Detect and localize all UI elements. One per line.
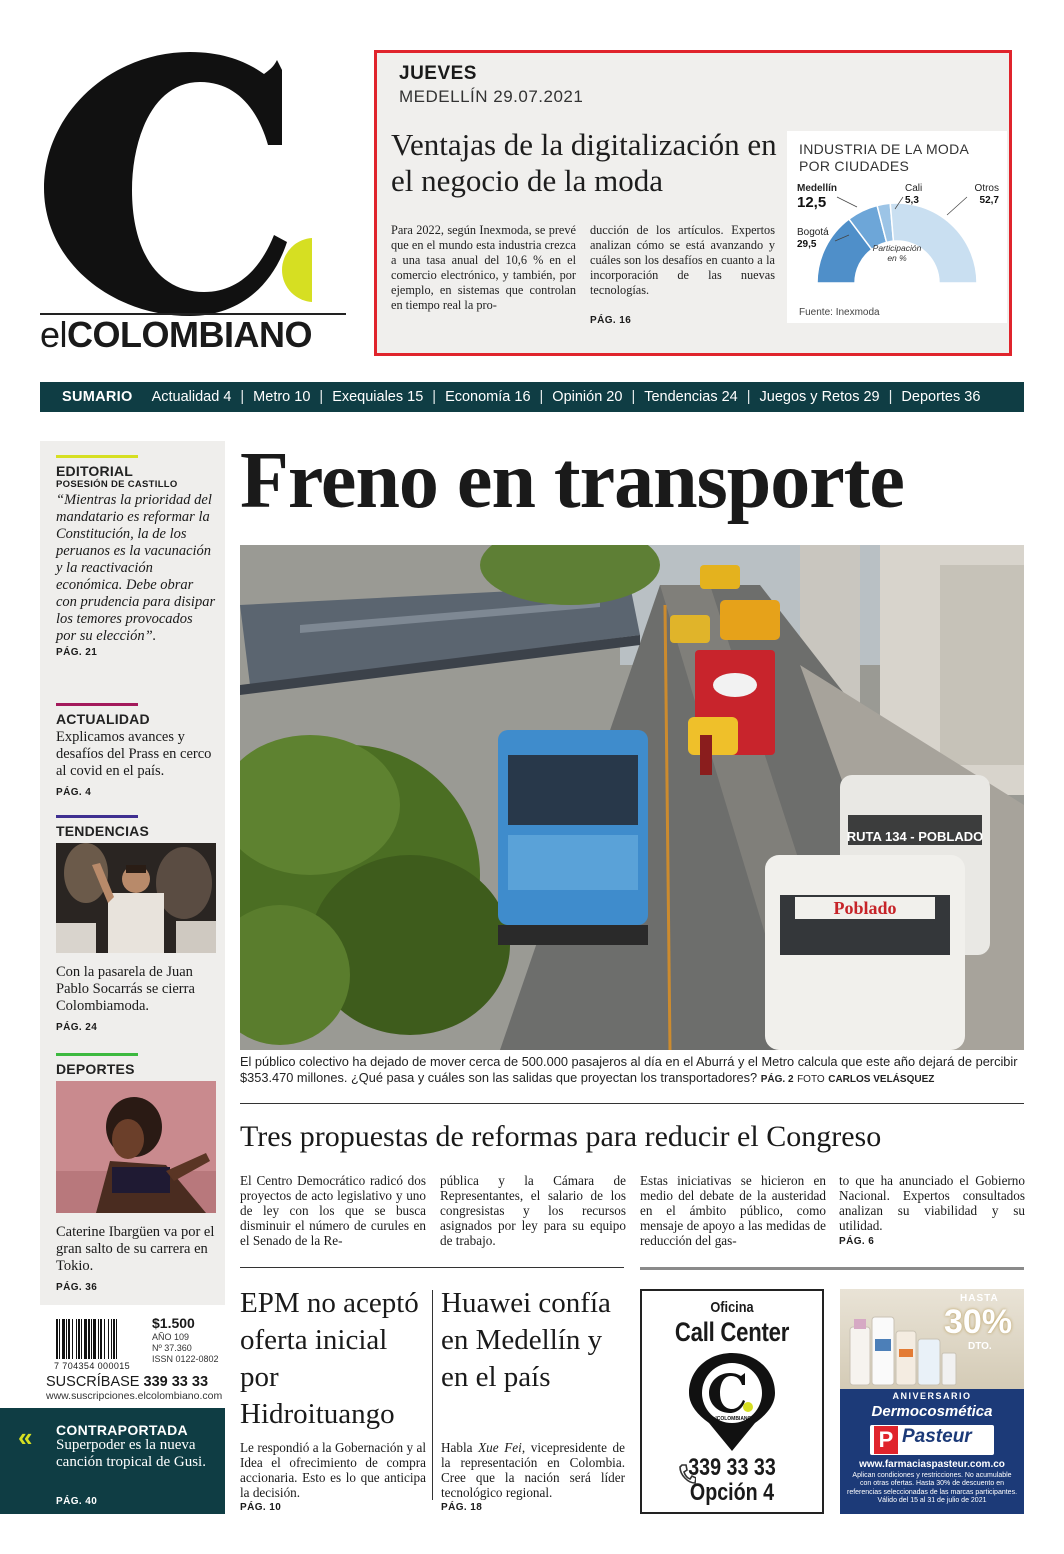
top-story-text-col2: ducción de los artículos. Expertos analizan cómo se está avanzando y cuáles son los desafíos en cuanto a la incorporación de las nuevas tecnologías. [590,223,775,297]
sumario-item[interactable]: Opinión 20 [552,389,623,405]
sidebar [40,441,225,1305]
issue-price: $1.500 [152,1315,195,1331]
section-sub: POSESIÓN DE CASTILLO [56,479,178,490]
section-page-ref: PÁG. 4 [56,787,92,798]
barcode-bar [84,1319,87,1359]
bus-sign-poblado: Poblado [833,898,897,918]
ad-aniversario: ANIVERSARIO [892,1391,972,1401]
barcode-bar [93,1319,96,1359]
chart-title: INDUSTRIA DE LA MODA POR CIUDADES [799,141,969,174]
edition-day: JUEVES [399,63,477,84]
epm-headline[interactable]: EPM no aceptó oferta inicial por Hidroituango [240,1287,419,1430]
sumario-item[interactable]: Deportes 36 [901,389,981,405]
top-story-text-col1: Para 2022, según Inexmoda, se prevé que en el mundo esta industria crezca a una tasa anual del 10,6 % en el comercio electrónico, y también, por ejemplo, en sistemas que controlan en tiempo real la pro- [391,223,576,312]
divider [640,1267,1024,1270]
chart-subtitle: en % [887,253,907,263]
barcode-bar [100,1319,102,1359]
caption-foto-label: FOTO [797,1074,825,1085]
athlete-photo[interactable] [56,1081,216,1213]
main-headline[interactable]: Freno en transporte [240,437,904,525]
call-center-option: Opción 4 [689,1479,775,1506]
top-story-page-ref: PÁG. 16 [590,315,632,326]
subscribe-url[interactable]: www.suscripciones.elcolombiano.com [46,1390,223,1402]
call-center-title: Call Center [674,1317,790,1347]
column-divider [432,1290,433,1500]
barcode-bar [72,1319,73,1359]
barcode-number: 7 704354 000015 [54,1361,131,1371]
ad-fine-print: Aplican condiciones y restricciones. No acumulable con otras ofertas. Hasta 30% de descuento en referencias seleccionadas de las marcas participantes. Válido del 15 al 31 de julio de 2021 [846,1472,1018,1504]
barcode-bar [78,1319,80,1359]
masthead-logo[interactable] [32,30,312,320]
chart-label: Otros [974,183,999,194]
huawei-page-ref: PÁG. 18 [441,1502,483,1513]
masthead-wordmark[interactable]: elCOLOMBIANO [40,314,313,355]
top-story-box[interactable] [374,50,1012,356]
barcode-bar [113,1319,115,1359]
double-chevron-left-icon: « [18,1422,33,1452]
divider [240,1267,624,1268]
epm-text: Le respondió a la Gobernación y al Idea el ofrecimiento de compra accionaria. Esto es lo que anticipa la decisión. [240,1440,426,1500]
sumario-item[interactable]: Tendencias 24 [644,389,738,405]
contraportada-text: Superpoder es la nueva canción tropical de Gusi. [56,1437,206,1470]
barcode [56,1319,146,1359]
sidebar-deportes[interactable] [56,1053,216,1293]
chart-value-label: 52,7 [979,195,999,206]
barcode-bar [108,1319,109,1359]
section-head: ACTUALIDAD [56,711,150,727]
chart-plot [787,181,1007,303]
pasteur-logo [870,1425,994,1455]
logo-dot [282,238,312,302]
barcode-bar [56,1319,58,1359]
pasteur-ad[interactable] [840,1289,1024,1514]
section-page-ref: PÁG. 24 [56,1022,98,1033]
chart-label: Medellín [797,183,838,194]
chart-label: Bogotá [797,227,829,238]
call-center-line1: Oficina [710,1299,754,1316]
chart-source: Fuente: Inexmoda [799,307,880,318]
section-text: Con la pasarela de Juan Pablo Socarrás se cierra Colombiamoda. [56,964,195,1014]
issue-year: AÑO 109 [152,1332,190,1342]
section-head: DEPORTES [56,1061,135,1077]
epm-page-ref: PÁG. 10 [240,1502,282,1513]
barcode-bar [62,1319,65,1359]
issue-info [40,1315,225,1375]
issue-issn: ISSN 0122-0802 [152,1354,219,1364]
sumario-bar: SUMARIO Actualidad 4 | Metro 10 | Exequiales 15 | Economía 16 | Opinión 20 | Tendencias 24 | Juegos y Retos 29 | Deportes 36 [40,382,1024,412]
section-head: TENDENCIAS [56,823,150,839]
congreso-page-ref: PÁG. 6 [839,1236,875,1247]
call-center-ad[interactable] [640,1289,824,1514]
chart-value-label: 12,5 [797,194,827,211]
barcode-bar [59,1319,60,1359]
sumario-item[interactable]: Exequiales 15 [332,389,424,405]
barcode-bar [104,1319,105,1359]
section-color-bar [56,455,138,458]
section-color-bar [56,815,138,818]
bus-sign-ruta: RUTA 134 - POBLADO [846,829,984,844]
section-color-bar [56,703,138,706]
barcode-bar [66,1319,67,1359]
section-text: “Mientras la prioridad del mandatario es reformar la Constitución, la de los peruanos es la vacunación y la reactivación económica. Debe obrar con prudencia para disipar los temores provocados por su elección”. [56,492,216,644]
barcode-bar [111,1319,112,1359]
edition-dateline: MEDELLÍN 29.07.2021 [399,87,584,106]
barcode-bar [88,1319,90,1359]
location-pin-icon [689,1353,775,1453]
issue-number: Nº 37.360 [152,1343,192,1353]
call-center-logo-word: elCOLOMBIANO [712,1416,752,1422]
chart-leader-line [837,197,857,207]
chart-label: Cali [905,183,923,194]
chart-subtitle: Participación [872,243,922,253]
pasteur-brand: Pasteur [902,1426,972,1447]
divider [240,1103,1024,1104]
contraportada-head: CONTRAPORTADA [56,1422,188,1438]
barcode-bar [68,1319,70,1359]
main-photo[interactable] [240,545,1024,1050]
barcode-bar [116,1319,117,1359]
sidebar-actualidad[interactable] [56,703,216,798]
congreso-headline[interactable]: Tres propuestas de reformas para reducir el Congreso [240,1120,882,1153]
main-photo-caption [240,1054,1024,1088]
chart-value-label: 29,5 [797,239,817,250]
sumario-item[interactable]: Economía 16 [445,389,531,405]
caption-text: El público colectivo ha dejado de mover cerca de 500.000 pasajeros al día en el Aburrá y el Metro calcula que este año dejará de percibir $353.470 millones. ¿Qué pasa y cuáles son las salidas que proyectan los transportadores? [240,1054,1018,1085]
contraportada-page-ref: PÁG. 40 [56,1496,98,1507]
call-center-phone: 339 33 33 [688,1454,776,1481]
barcode-bar [98,1319,99,1359]
sumario-item[interactable]: Juegos y Retos 29 [759,389,880,405]
barcode-bar [76,1319,77,1359]
runway-photo[interactable] [56,843,216,953]
congreso-text-col2: pública y la Cámara de Representantes, el salario de los congresistas y los recursos asignados por ley para su equipo de trabajo. [440,1173,626,1248]
section-color-bar [56,1053,138,1056]
congreso-text-col4: to que ha anunciado el Gobierno Nacional. Expertos consultados analizan su viabilidad y su utilidad. [839,1173,1025,1233]
pasteur-p-icon: P [874,1426,898,1454]
barcode-bar [91,1319,92,1359]
ad-dto: DTO. [968,1341,992,1352]
caption-photographer: CARLOS VELÁSQUEZ [828,1074,935,1085]
section-page-ref: PÁG. 21 [56,647,98,658]
sidebar-editorial[interactable] [56,455,216,658]
ad-hasta: HASTA [960,1293,999,1304]
ad-url[interactable]: www.farmaciaspasteur.com.co [859,1459,1005,1470]
top-story-headline[interactable]: Ventajas de la digitalización en el negocio de la moda [391,127,777,198]
caption-page-ref: PÁG. 2 [760,1074,794,1085]
fashion-chart [787,131,1007,323]
section-head: EDITORIAL [56,463,133,479]
section-text: Explicamos avances y desafíos del Prass en cerco al covid en el país. [56,729,212,779]
huawei-text: Habla Xue Fei, vicepresidente de la representación en Colombia. Cree que la nación será líder tecnológico regional. [441,1440,626,1500]
chart-value-label: 5,3 [905,195,919,206]
section-page-ref: PÁG. 36 [56,1282,98,1293]
contraportada-box[interactable] [0,1408,225,1514]
cosmetic-products-image [848,1309,958,1387]
sumario-label: SUMARIO [62,389,133,405]
ad-dermocosmetica: Dermocosmética [871,1403,993,1420]
huawei-headline[interactable]: Huawei confía en Medellín y en el país [441,1287,611,1393]
barcode-bar [81,1319,82,1359]
sidebar-tendencias[interactable] [56,815,216,1033]
section-text: Caterine Ibargüen va por el gran salto de su carrera en Tokio. [56,1224,215,1274]
ad-percent: 30% [944,1303,1013,1341]
chart-leader-line [947,197,967,215]
subscribe-line[interactable]: SUSCRÍBASE 339 33 33 [46,1374,209,1390]
sumario-item[interactable]: Actualidad 4 [151,389,232,405]
congreso-text-col3: Estas iniciativas se hicieron en medio del debate de la austeridad en el ámbito público, como mensaje de apoyo a las medidas de reducción del gas- [640,1173,826,1248]
sumario-item[interactable]: Metro 10 [253,389,311,405]
congreso-text-col1: El Centro Democrático radicó dos proyectos de acto legislativo y uno de ley con los que se busca disminuir el número de curules en el Senado de la Re- [240,1173,426,1248]
